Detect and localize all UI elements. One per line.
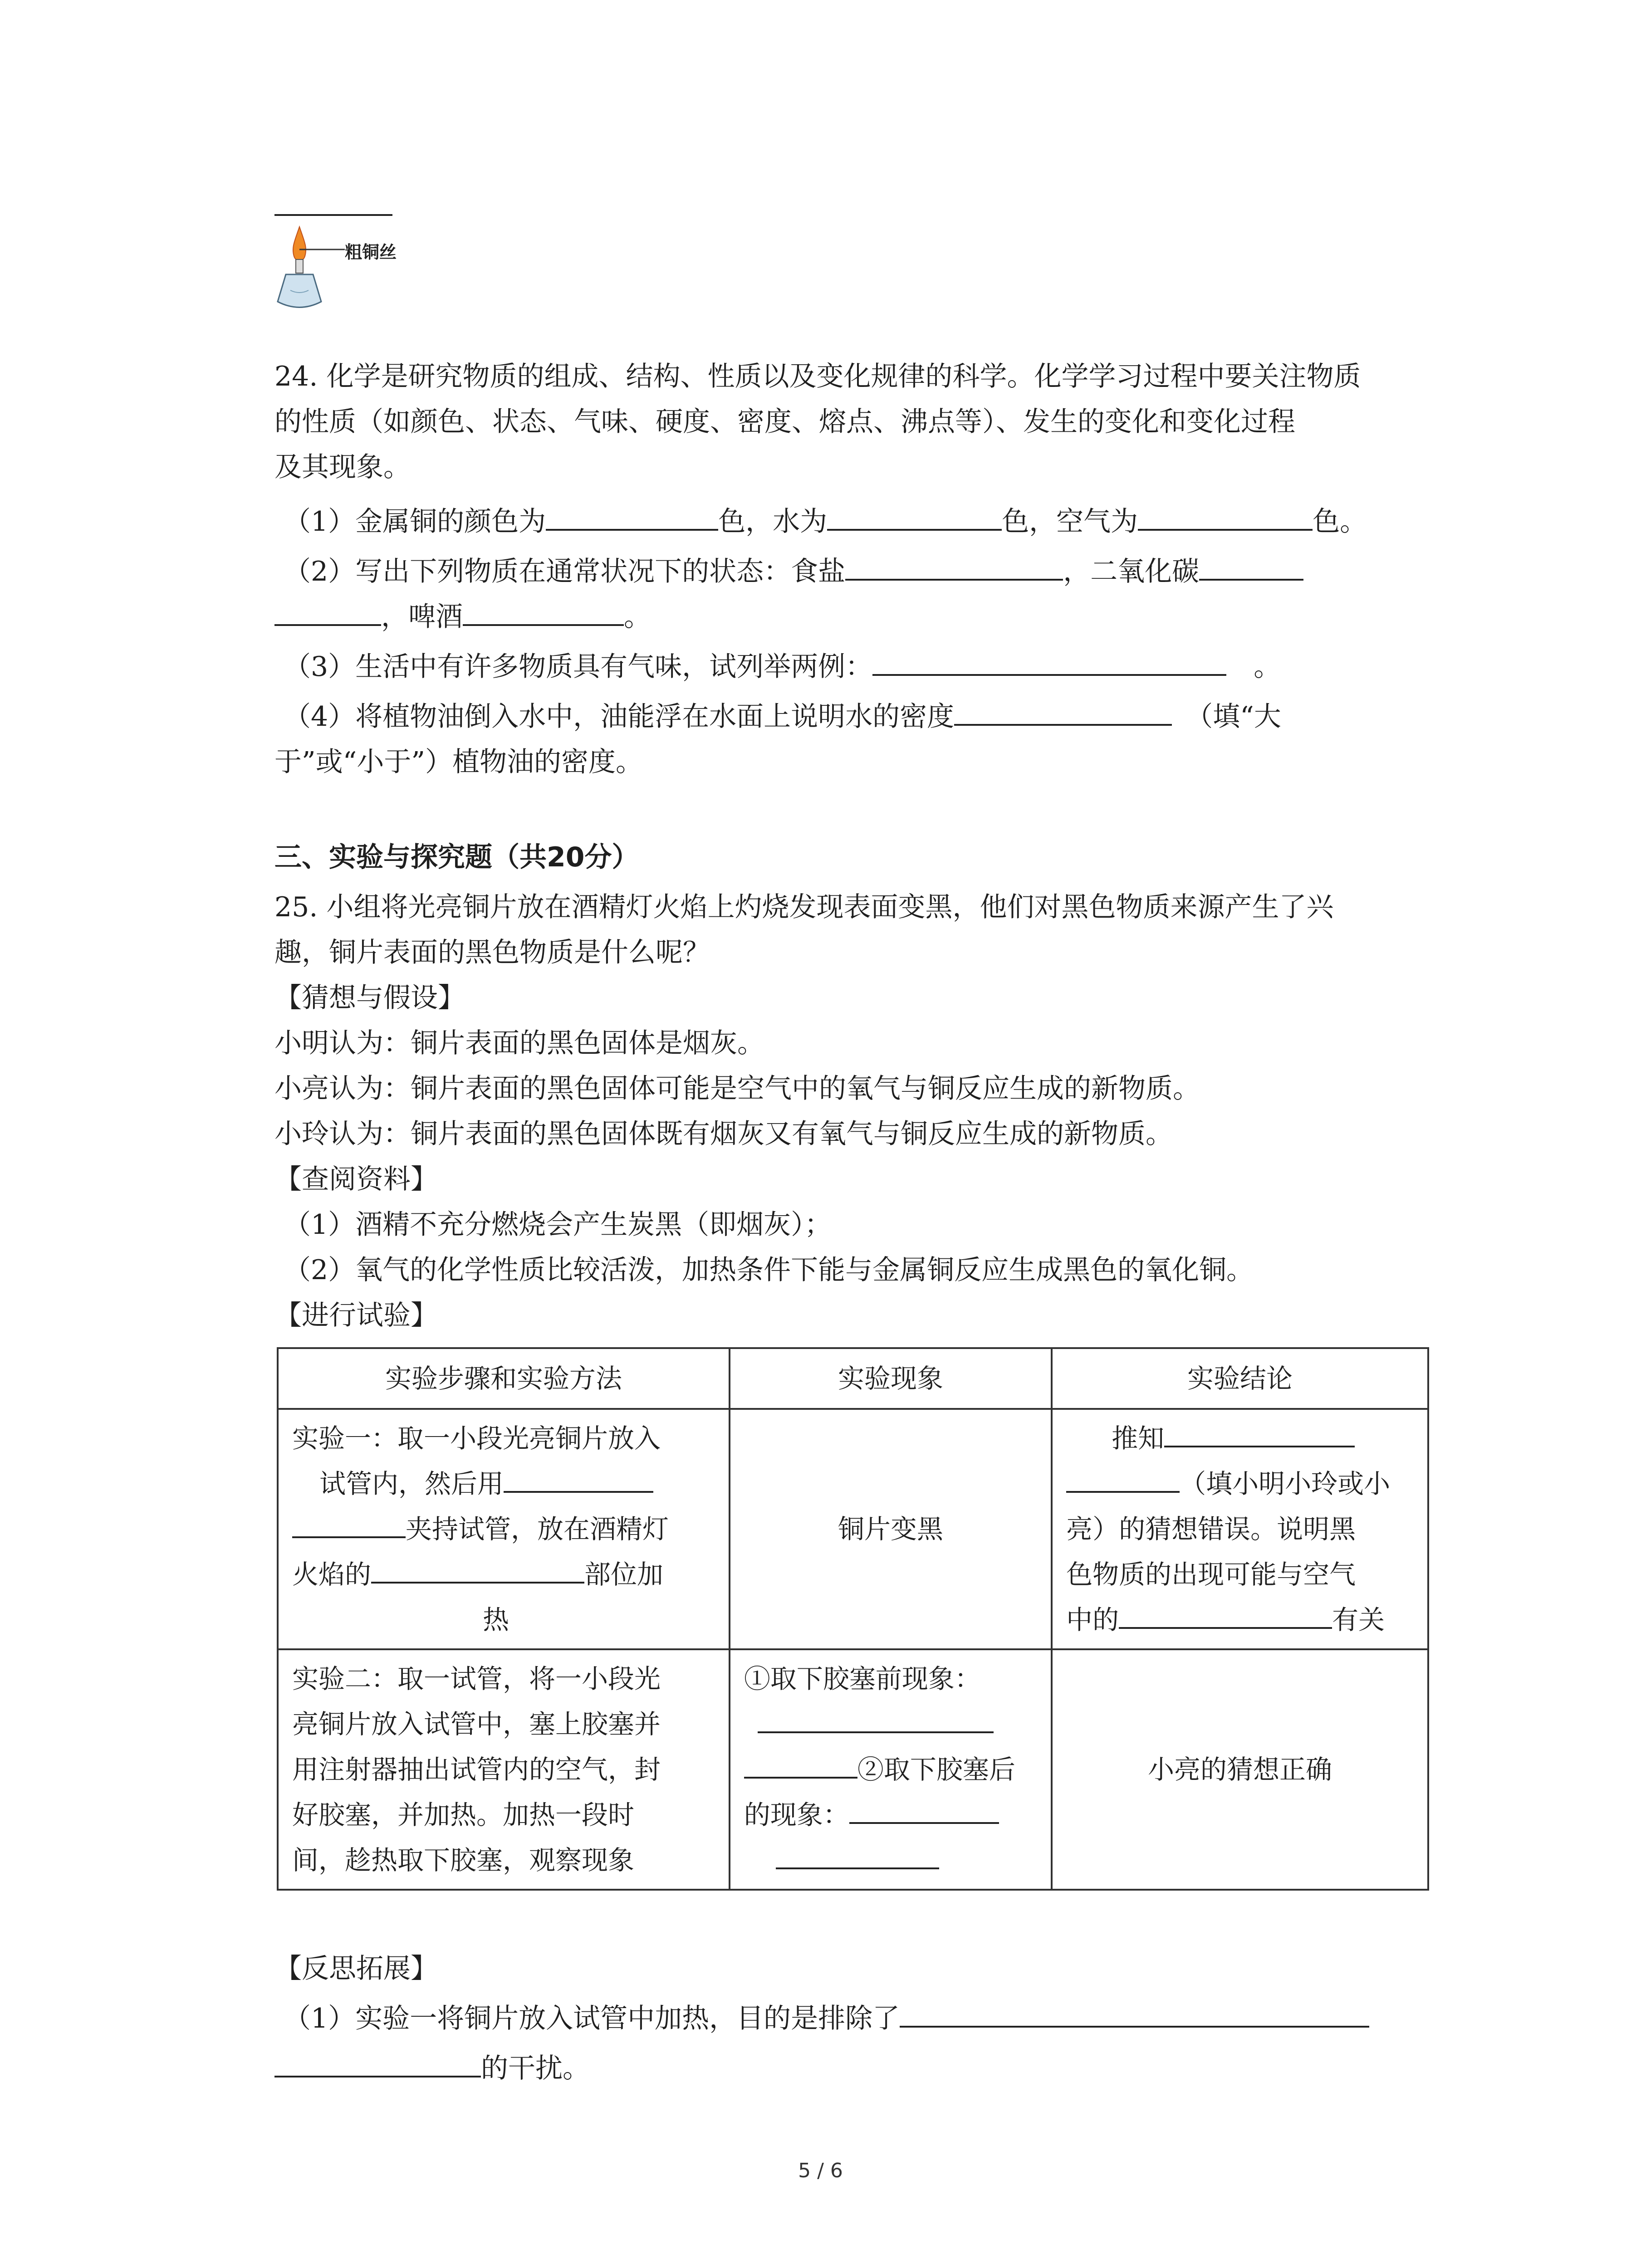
answer-blank[interactable]: [274, 2050, 481, 2077]
header-method: 实验步骤和实验方法: [278, 1348, 730, 1409]
lamp-body-icon: [278, 274, 321, 308]
q24-part-1: （1）金属铜的颜色为 色，水为 色，空气为 色。: [284, 503, 1367, 540]
answer-blank[interactable]: [1164, 1420, 1355, 1447]
answer-blank[interactable]: [845, 553, 1063, 581]
exp2-method: 实验二：取一试管，将一小段光 亮铜片放入试管中，塞上胶塞并 用注射器抽出试管内的空气，封 好胶塞，并加热。加热一段时 间，趁热取下胶塞，观察现象: [278, 1649, 730, 1890]
answer-blank[interactable]: [274, 599, 381, 626]
reference-1: （1）酒精不充分燃烧会产生炭黑（即烟灰）；: [284, 1209, 832, 1241]
q24-part-2-line-1: （2）写出下列物质在通常状况下的状态：食盐 ，二氧化碳: [284, 553, 1303, 590]
exp1-phenomenon: 铜片变黑: [730, 1409, 1052, 1649]
hypothesis-xiaoling: 小玲认为：铜片表面的黑色固体既有烟灰又有氧气与铜反应生成的新物质。: [274, 1118, 1173, 1150]
q24-intro-line-2: 的性质（如颜色、状态、气味、硬度、密度、熔点、沸点等）、发生的变化和变化过程: [274, 406, 1295, 438]
reflection-1-line-1: （1）实验一将铜片放入试管中加热，目的是排除了: [284, 2000, 1369, 2037]
answer-blank[interactable]: [1066, 1466, 1180, 1493]
answer-blank[interactable]: [954, 699, 1172, 726]
answer-blank[interactable]: [900, 2000, 1369, 2028]
answer-blank[interactable]: [371, 1556, 584, 1584]
answer-blank[interactable]: [292, 1511, 406, 1538]
reference-2: （2）氧气的化学性质比较活泼，加热条件下能与金属铜反应生成黑色的氧化铜。: [284, 1254, 1254, 1286]
exp2-conclusion: 小亮的猜想正确: [1052, 1649, 1428, 1890]
answer-blank[interactable]: [776, 1842, 939, 1869]
table-row: [278, 1409, 1428, 1649]
reference-heading: 【查阅资料】: [274, 1163, 438, 1195]
header-conclusion: 实验结论: [1052, 1348, 1428, 1409]
hypothesis-xiaoming: 小明认为：铜片表面的黑色固体是烟灰。: [274, 1027, 764, 1059]
header-phenomenon: 实验现象: [730, 1348, 1052, 1409]
answer-blank[interactable]: [872, 649, 1226, 676]
exp1-method: 实验一：取一小段光亮铜片放入 试管内，然后用 夹持试管，放在酒精灯 火焰的 部位加 热: [278, 1409, 730, 1649]
hypothesis-xiaoliang: 小亮认为：铜片表面的黑色固体可能是空气中的氧气与铜反应生成的新物质。: [274, 1073, 1200, 1105]
table-header-row: [278, 1348, 1428, 1409]
answer-blank[interactable]: [849, 1797, 999, 1824]
alcohol-lamp-figure: [268, 222, 413, 318]
exp1-conclusion: 推知 （填小明小玲或小 亮）的猜想错误。说明黑 色物质的出现可能与空气 中的 有关: [1052, 1409, 1428, 1649]
answer-blank[interactable]: [1199, 553, 1303, 581]
flame-icon: [293, 227, 306, 261]
figure-label-copper-wire: 粗铜丝: [345, 242, 397, 262]
table-row: [278, 1649, 1428, 1890]
q24-part-2-line-2: ，啤酒 。: [274, 599, 651, 635]
answer-blank[interactable]: [744, 1751, 857, 1779]
q25-intro-line-2: 趣，铜片表面的黑色物质是什么呢？: [274, 937, 710, 968]
hypothesis-heading: 【猜想与假设】: [274, 982, 465, 1014]
q24-part-4-line-1: （4）将植物油倒入水中，油能浮在水面上说明水的密度 （填“大: [284, 699, 1281, 735]
answer-blank[interactable]: [1119, 1602, 1332, 1629]
answer-blank[interactable]: [1138, 503, 1313, 531]
answer-blank[interactable]: [546, 503, 718, 531]
page-number: 5 / 6: [798, 2159, 843, 2182]
reflection-heading: 【反思拓展】: [274, 1953, 438, 1984]
q24-intro-line-3: 及其现象。: [274, 451, 411, 483]
exp2-phenomenon: ①取下胶塞前现象： ②取下胶塞后 的现象：: [730, 1649, 1052, 1890]
q24-intro-line-1: 24. 化学是研究物质的组成、结构、性质以及变化规律的科学。化学学习过程中要关注物质: [274, 361, 1361, 392]
experiment-table: [277, 1347, 1429, 1891]
q24-part-3: （3）生活中有许多物质具有气味，试列举两例： 。: [284, 649, 1281, 685]
q25-intro-line-1: 25. 小组将光亮铜片放在酒精灯火焰上灼烧发现表面变黑，他们对黑色物质来源产生了兴: [274, 891, 1334, 923]
answer-blank[interactable]: [827, 503, 1002, 531]
answer-blank[interactable]: [758, 1706, 994, 1733]
figure-top-rule: [274, 214, 392, 216]
answer-blank[interactable]: [504, 1466, 653, 1493]
q24-part-4-line-2: 于”或“小于”）植物油的密度。: [274, 746, 643, 778]
experiment-heading: 【进行试验】: [274, 1300, 438, 1331]
reflection-1-line-2: 的干扰。: [274, 2050, 590, 2087]
section-3-title: 三、实验与探究题（共20分）: [274, 841, 639, 873]
answer-blank[interactable]: [463, 599, 624, 626]
